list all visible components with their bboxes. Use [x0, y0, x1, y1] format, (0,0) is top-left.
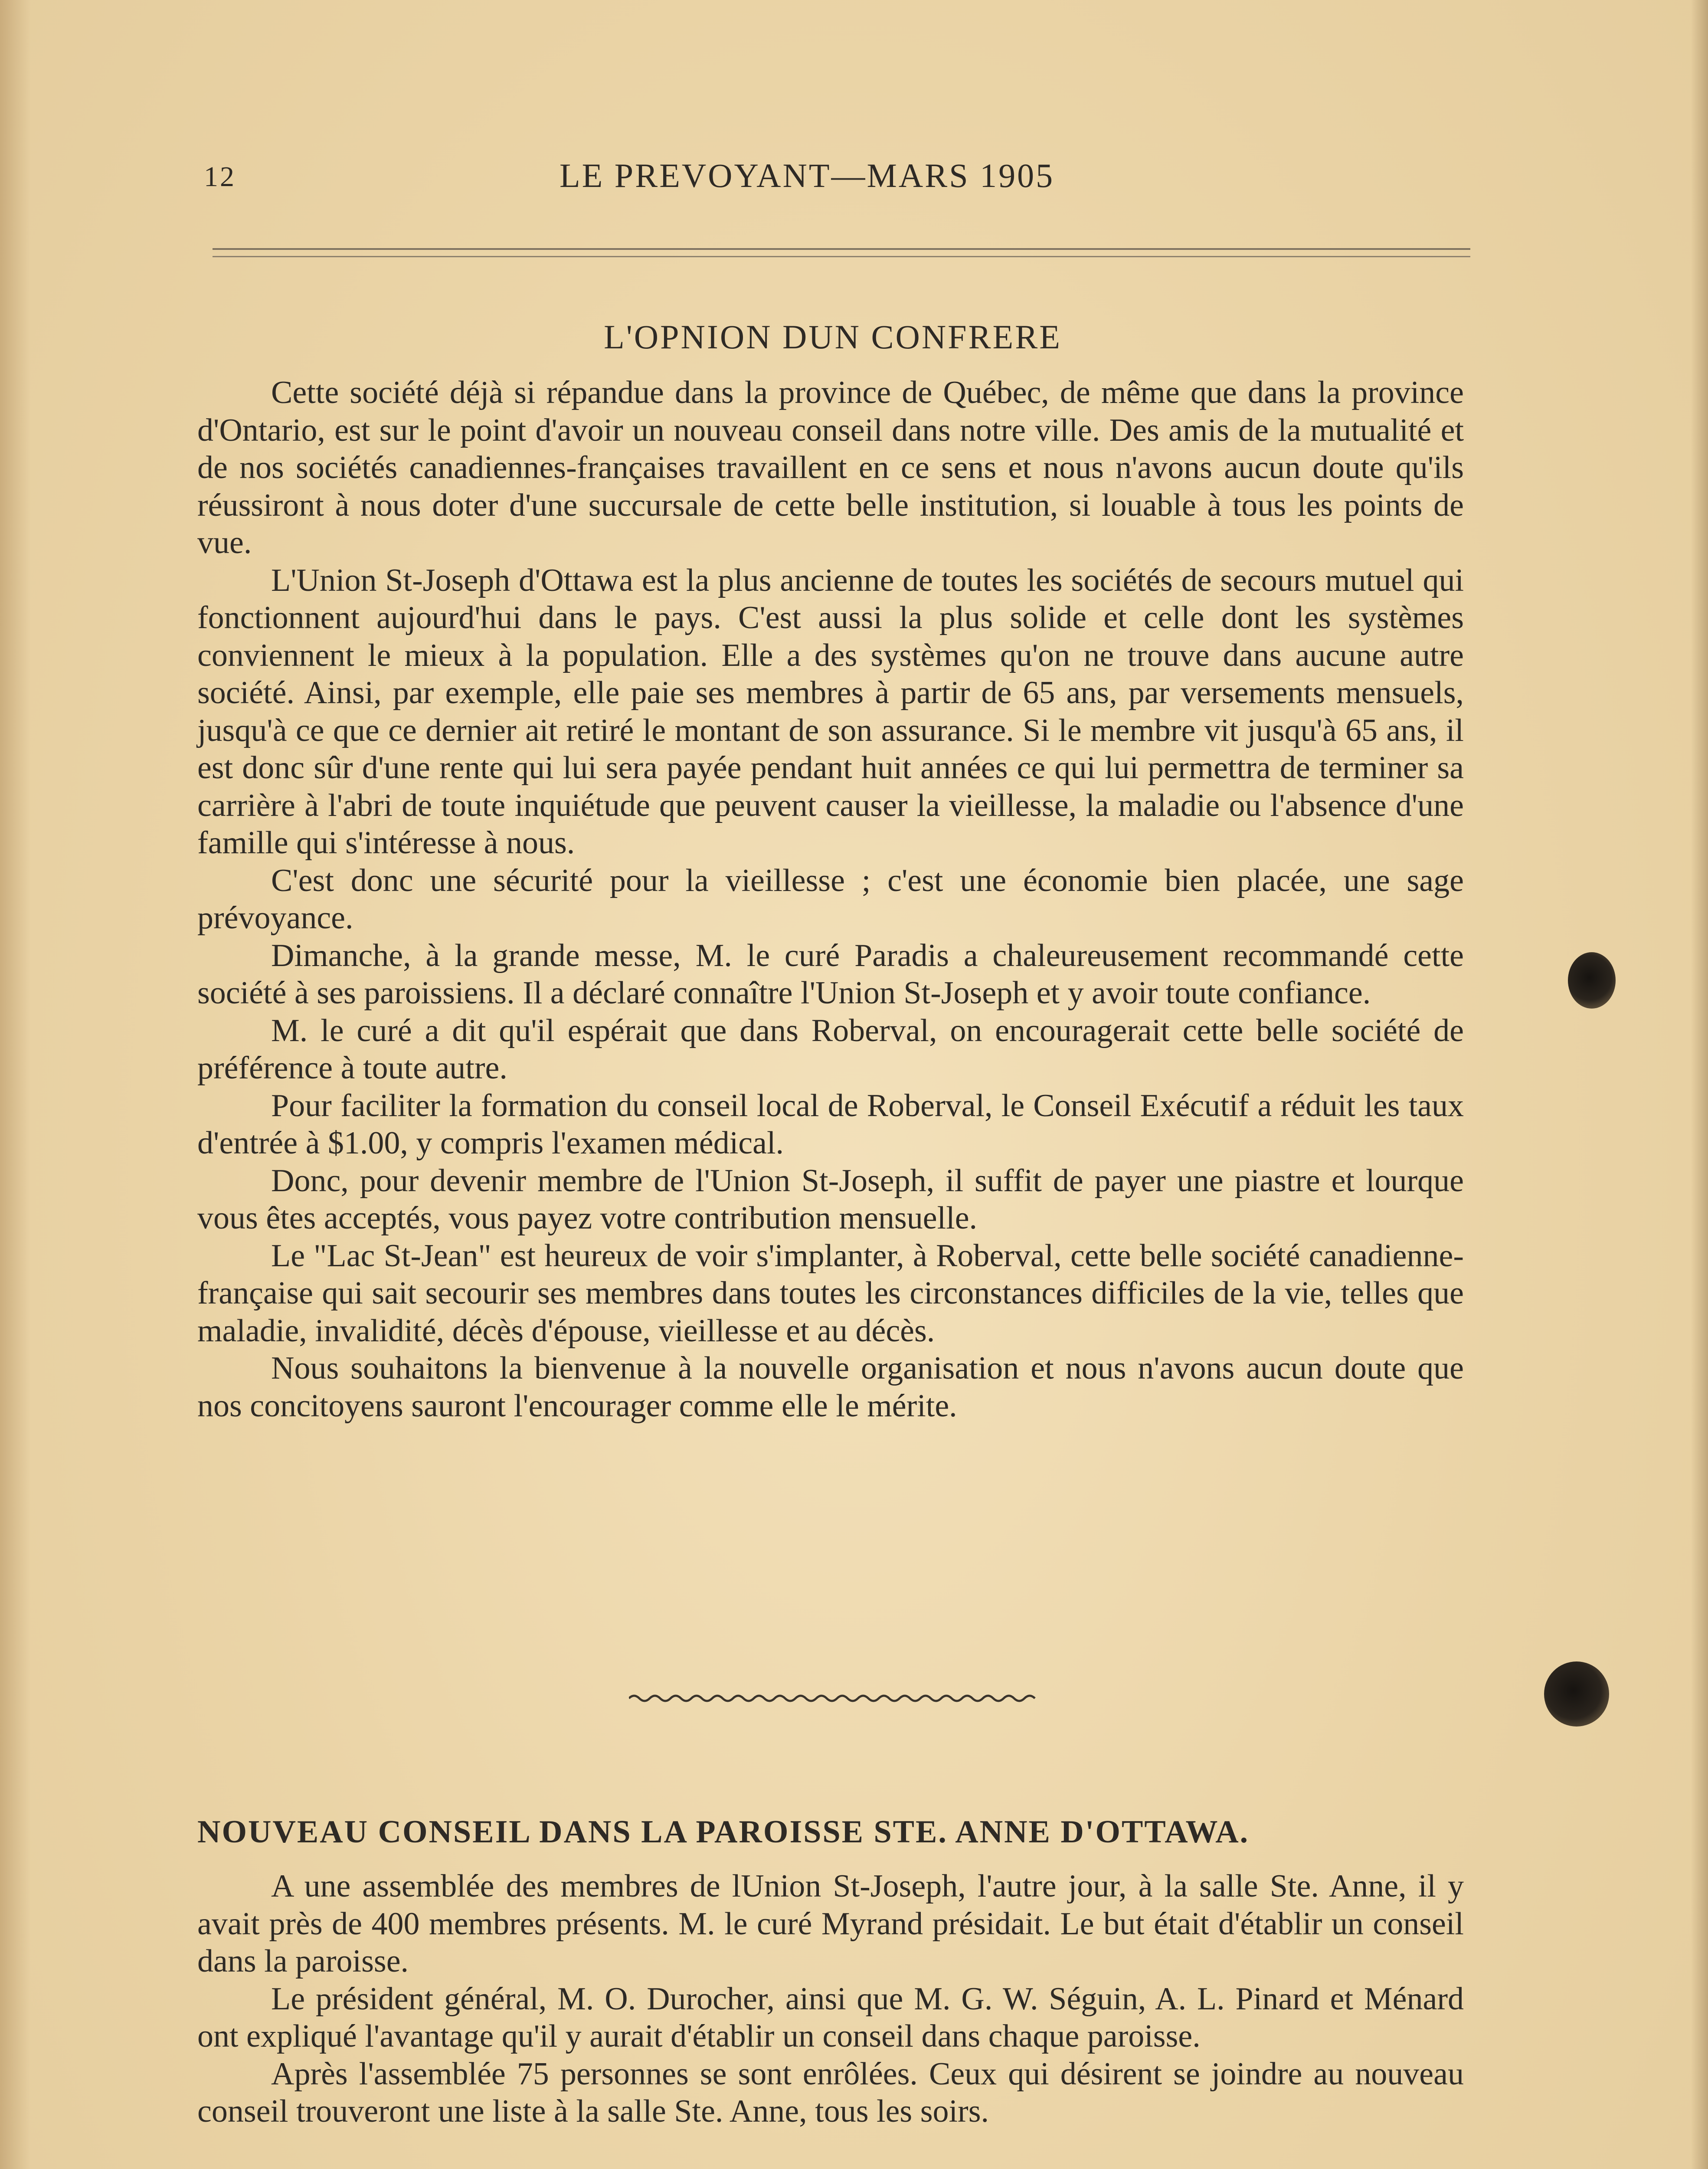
article-2-paragraph: Après l'assemblée 75 personnes se sont enrôlées. Ceux qui désirent se joindre au nouveau conseil trouveront une liste à la salle Ste. Anne, tous les soirs.: [197, 2056, 1464, 2129]
article-1-paragraph: C'est donc une sécurité pour la vieillesse ; c'est une économie bien placée, une sage prévoyance.: [197, 862, 1464, 936]
article-1-paragraph: Nous souhaitons la bienvenue à la nouvelle organisation et nous n'avons aucun doute que nos concitoyens sauront l'encourager comme elle le mérite.: [197, 1350, 1464, 1424]
page-edge-shadow-right: [1691, 0, 1708, 2169]
article-1-paragraph: Le "Lac St-Jean" est heureux de voir s'implanter, à Roberval, cette belle société canadienne-française qui sait secourir ses membres dans toutes les circonstances difficiles de la vie, telles que maladie, invalidité, décès d'épouse, vieillesse et au décès.: [197, 1238, 1464, 1349]
page-edge-shadow-left: [0, 0, 30, 2169]
punch-hole-mark: [1544, 1661, 1609, 1727]
article-2-body: [197, 1868, 1464, 2130]
page-number: 12: [204, 161, 236, 193]
article-2-paragraph: A une assemblée des membres de lUnion St-Joseph, l'autre jour, à la salle Ste. Anne, il y avait près de 400 membres présents. M. le curé Myrand présidait. Le but était d'établir un conseil dans la paroisse.: [197, 1868, 1464, 1979]
article-1-body: [197, 374, 1464, 1425]
article-2-title: NOUVEAU CONSEIL DANS LA PAROISSE STE. ANNE D'OTTAWA.: [197, 1814, 1250, 1850]
running-title: LE PREVOYANT—MARS 1905: [560, 157, 1055, 194]
punch-hole-mark: [1568, 952, 1616, 1009]
article-1-paragraph: Donc, pour devenir membre de l'Union St-Joseph, il suffit de payer une piastre et lourque vous êtes acceptés, vous payez votre contribution mensuelle.: [197, 1163, 1464, 1236]
page-header: [204, 156, 1123, 204]
article-1-paragraph: Cette société déjà si répandue dans la province de Québec, de même que dans la province d'Ontario, est sur le point d'avoir un nouveau conseil dans notre ville. Des amis de la mutualité et de nos sociétés canadiennes-françaises travaillent en ce sens et nous n'avons aucun doute qu'ils réussiront à nous doter d'une succursale de cette belle institution, si louable à tous les points de vue.: [197, 375, 1464, 560]
article-2-paragraph: Le président général, M. O. Durocher, ainsi que M. G. W. Séguin, A. L. Pinard et Ménard ont expliqué l'avantage qu'il y aurait d'établir un conseil dans chaque paroisse.: [197, 1981, 1464, 2054]
article-1-paragraph: Dimanche, à la grande messe, M. le curé Paradis a chaleureusement recommandé cette société à ses paroissiens. Il a déclaré connaître l'Union St-Joseph et y avoir toute confiance.: [197, 937, 1464, 1011]
wavy-divider-ornament: [629, 1690, 1041, 1707]
article-1-paragraph: Pour faciliter la formation du conseil local de Roberval, le Conseil Exécutif a réduit les taux d'entrée à $1.00, y compris l'examen médical.: [197, 1088, 1464, 1161]
article-1-paragraph: L'Union St-Joseph d'Ottawa est la plus ancienne de toutes les sociétés de secours mutuel qui fonctionnent aujourd'hui dans le pays. C'est aussi la plus solide et celle dont les systèmes conviennent le mieux à la population. Elle a des systèmes qu'on ne trouve dans aucune autre société. Ainsi, par exemple, elle paie ses membres à partir de 65 ans, par versements mensuels, jusqu'à ce que ce dernier ait retiré le montant de son assurance. Si le membre vit jusqu'à 65 ans, il est donc sûr d'une rente qui lui sera payée pendant huit années ce qui lui permettra de terminer sa carrière à l'abri de toute inquiétude que peuvent causer la vieillesse, la maladie ou l'absence d'une famille qui s'intéresse à nous.: [197, 562, 1464, 861]
header-rule: [213, 248, 1470, 257]
article-1-paragraph: M. le curé a dit qu'il espérait que dans Roberval, on encouragerait cette belle société de préférence à toute autre.: [197, 1012, 1464, 1086]
article-1-title: L'OPNION DUN CONFRERE: [604, 318, 1062, 356]
